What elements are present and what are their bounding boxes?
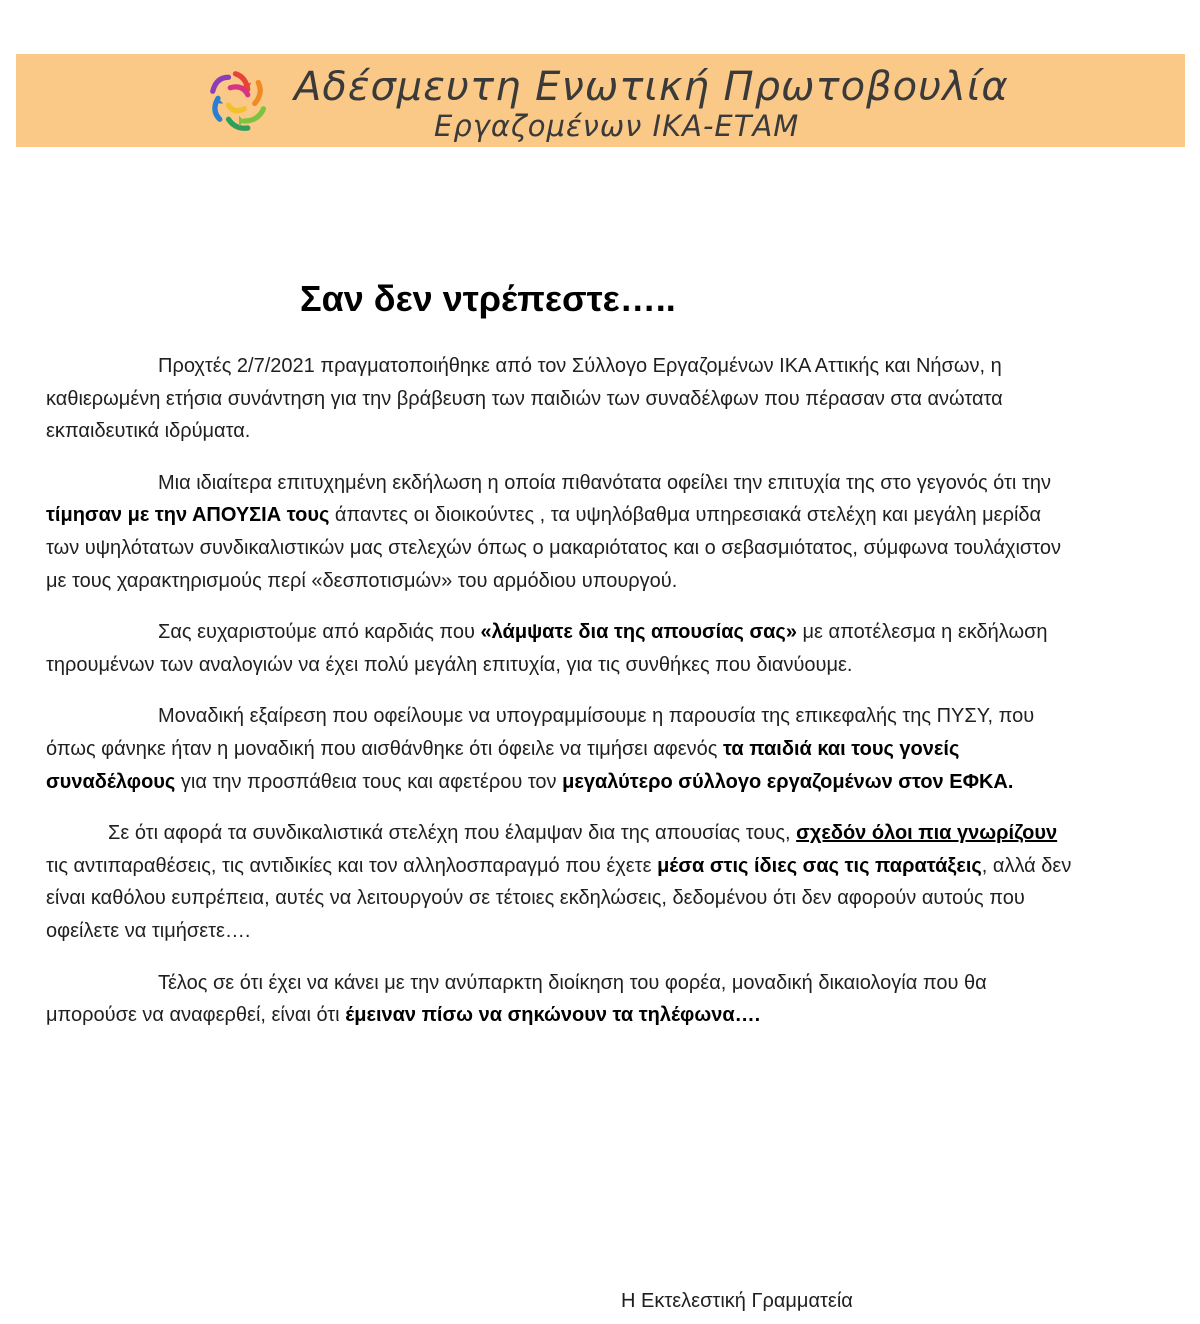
header-banner	[16, 54, 1185, 147]
paragraph-text: άπαντες οι διοικούντες , τα υψηλόβαθμα υπηρεσιακά στελέχη και μεγάλη μερίδα των υψηλότατων συνδικαλιστικών μας στελεχών όπως ο μακαριότατος και ο σεβασμιότατος, σύμφωνα τουλάχιστον με τους χαρακτηρισμούς περί «δεσποτισμών» του αρμόδιου υπουργού.	[46, 504, 1061, 592]
bold-phrase: μέσα στις ίδιες σας τις παρατάξεις	[657, 854, 982, 877]
paragraph-5	[46, 817, 1076, 947]
paragraph-text: για την προσπάθεια τους και αφετέρου τον	[175, 770, 563, 793]
paragraph-text: , αλλά δεν είναι καθόλου ευπρέπεια, αυτές να λειτουργούν σε τέτοιες εκδηλώσεις, δεδομένου ότι δεν αφορούν αυτούς που οφείλετε να τιμήσετε….	[46, 854, 1072, 942]
paragraph-text: με αποτέλεσμα η εκδήλωση τηρουμένων των αναλογιών να έχει πολύ μεγάλη επιτυχία, για τις συνθήκες που διανύουμε.	[46, 621, 1048, 676]
signature: Η Εκτελεστική Γραμματεία	[621, 1290, 853, 1312]
paragraph-text: τις αντιπαραθέσεις, τις αντιδικίες και τον αλληλοσπαραγμό που έχετε	[46, 854, 658, 877]
paragraph-text: Τέλος σε ότι έχει να κάνει με την ανύπαρκτη διοίκηση του φορέα, μοναδική δικαιολογία που θα μπορούσε να αναφερθεί, είναι ότι	[46, 971, 987, 1027]
paragraph-text: Σε ότι αφορά τα συνδικαλιστικά στελέχη που έλαμψαν δια της απουσίας τους,	[108, 822, 797, 845]
bold-phrase: τα παιδιά και τους γονείς συναδέλφους	[46, 737, 960, 793]
paragraph-2	[46, 467, 1076, 597]
paragraph-1	[46, 350, 1076, 448]
paragraph-text: Μια ιδιαίτερα επιτυχημένη εκδήλωση η οποία πιθανότατα οφείλει την επιτυχία της στο γεγονός ότι την	[158, 471, 1051, 494]
colorful-pinwheel-arrows-icon	[204, 60, 274, 140]
paragraph-text: Μοναδική εξαίρεση που οφείλουμε να υπογραμμίσουμε η παρουσία της επικεφαλής της ΠΥΣΥ, που όπως φάνηκε ήταν η μοναδική που αισθάνθηκε ότι όφειλε να τιμήσει αφενός	[46, 705, 1035, 760]
bold-phrase: «λάμψατε δια της απουσίας σας»	[480, 621, 797, 644]
document-body	[46, 350, 1076, 1051]
bold-phrase: τίμησαν με την ΑΠΟΥΣΙΑ τους	[46, 504, 330, 527]
paragraph-6	[46, 967, 1076, 1032]
paragraph-4	[46, 700, 1076, 798]
bold-phrase: έμειναν πίσω να σηκώνουν τα τηλέφωνα….	[345, 1004, 761, 1027]
bold-phrase: μεγαλύτερο σύλλογο εργαζομένων στον ΕΦΚΑ.	[562, 770, 1014, 793]
bold-underlined-phrase: σχεδόν όλοι πια γνωρίζουν	[796, 822, 1058, 845]
paragraph-text: Προχτές 2/7/2021 πραγματοποιήθηκε από τον Σύλλογο Εργαζομένων ΙΚΑ Αττικής και Νήσων, η καθιερωμένη ετήσια συνάντηση για την βράβευση των παιδιών των συναδέλφων που πέρασαν στα ανώτατα εκπαιδευτικά ιδρύματα.	[46, 355, 1003, 443]
document-title: Σαν δεν ντρέπεστε…..	[300, 278, 676, 319]
paragraph-text: Σας ευχαριστούμε από καρδιάς που	[158, 621, 481, 644]
organization-name: Αδέσμευτη Ενωτική Πρωτοβουλία	[294, 64, 1009, 110]
paragraph-3	[46, 616, 1076, 681]
organization-subtitle: Εργαζομένων ΙΚΑ-ΕΤΑΜ	[434, 109, 800, 143]
